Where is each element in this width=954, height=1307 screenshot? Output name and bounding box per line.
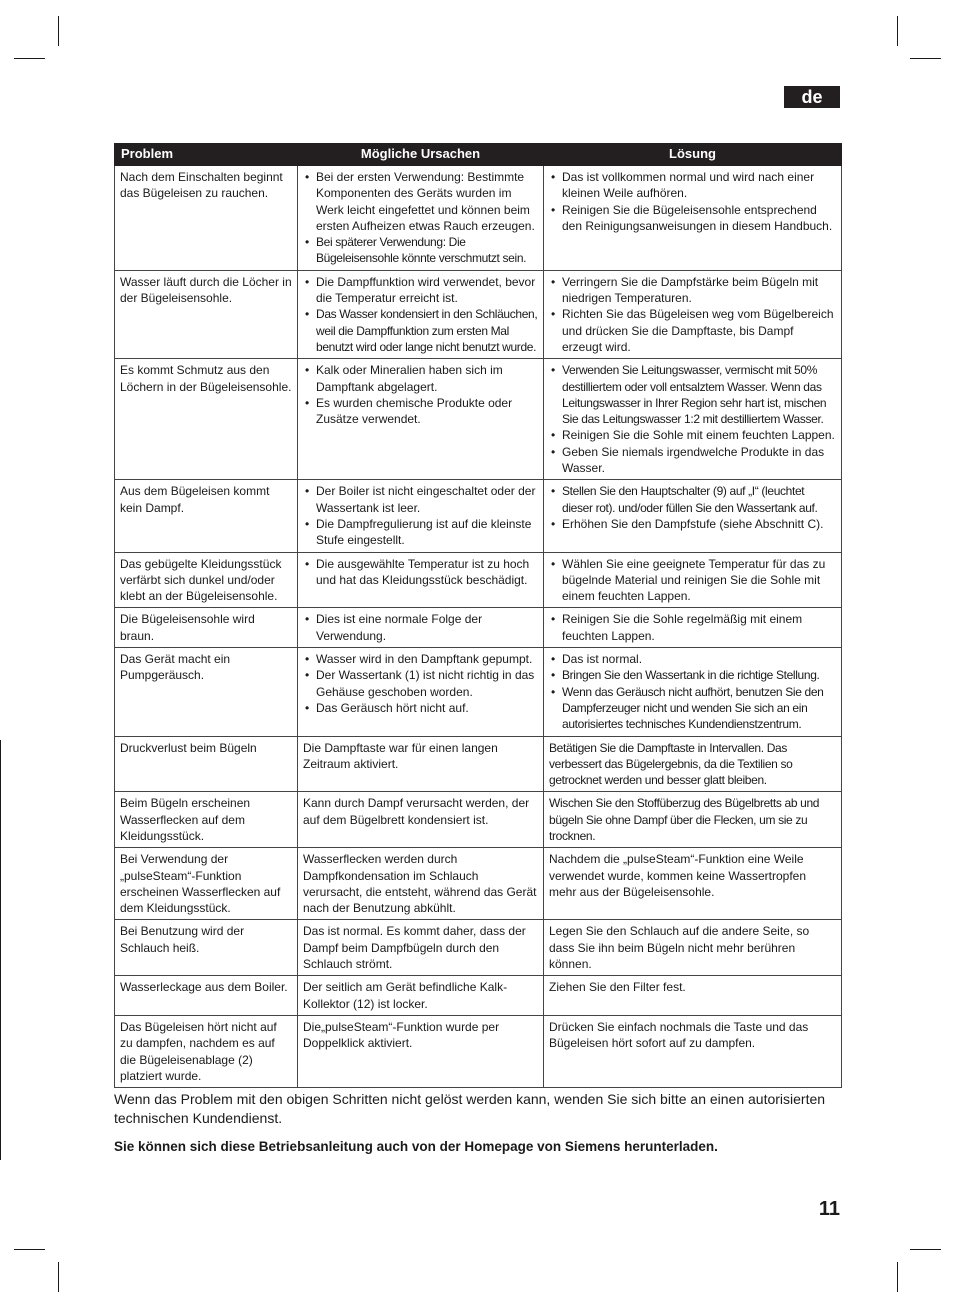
solution-item: • Das ist vollkommen normal und wird nach einer kleinen Weile aufhören.: [549, 169, 836, 202]
solution-cell: [544, 270, 842, 358]
cause-item: • Der Boiler ist nicht eingeschaltet oder der Wassertank ist leer.: [303, 483, 538, 516]
causes-cell: [298, 608, 544, 648]
crop-mark: [910, 1249, 941, 1250]
table-row: [115, 920, 842, 976]
cause-item: • Es wurden chemische Produkte oder Zusätze verwendet.: [303, 395, 538, 428]
problem-cell: Beim Bügeln erscheinen Wasserflecken auf dem Kleidungsstück.: [115, 792, 298, 848]
table-row: [115, 736, 842, 792]
causes-cell: Der seitlich am Gerät befindliche Kalk-Kollektor (12) ist locker.: [298, 976, 544, 1016]
table-row: [115, 1015, 842, 1087]
causes-cell: Die„pulseSteam“-Funktion wurde per Doppelklick aktiviert.: [298, 1015, 544, 1087]
solution-item: • Reinigen Sie die Sohle mit einem feuchten Lappen.: [549, 427, 836, 443]
solution-cell: Legen Sie den Schlauch auf die andere Seite, so dass Sie ihn beim Bügeln nicht mehr berühren können.: [544, 920, 842, 976]
solution-cell: Nachdem die „pulseSteam“-Funktion eine Weile verwendet wurde, kommen keine Wassertropfen mehr aus der Bügeleisensohle.: [544, 848, 842, 920]
solution-item: • Reinigen Sie die Bügeleisensohle entsprechend den Reinigungsanweisungen in diesem Handbuch.: [549, 202, 836, 235]
solution-item: • Wenn das Geräusch nicht aufhört, benutzen Sie den Dampferzeuger nicht und wenden Sie sich an ein autorisiertes technisches Kundendienstzentrum.: [549, 684, 836, 733]
cause-item: • Bei späterer Verwendung: Die Bügeleisensohle könnte verschmutzt sein.: [303, 234, 538, 267]
table-row: [115, 480, 842, 552]
problem-cell: Nach dem Einschalten beginnt das Bügeleisen zu rauchen.: [115, 166, 298, 271]
solution-cell: [544, 552, 842, 608]
solution-cell: [544, 166, 842, 271]
header-causes: Mögliche Ursachen: [298, 144, 544, 166]
causes-cell: [298, 648, 544, 736]
table-row: [115, 848, 842, 920]
causes-cell: [298, 552, 544, 608]
margin-rule: [0, 740, 1, 1160]
crop-mark: [58, 16, 59, 46]
table-row: [115, 359, 842, 480]
table-row: [115, 552, 842, 608]
causes-cell: [298, 166, 544, 271]
problem-cell: Wasser läuft durch die Löcher in der Bügeleisensohle.: [115, 270, 298, 358]
causes-cell: Kann durch Dampf verursacht werden, der auf dem Bügelbrett kondensiert ist.: [298, 792, 544, 848]
causes-cell: Das ist normal. Es kommt daher, dass der Dampf beim Dampfbügeln durch den Schlauch strömt.: [298, 920, 544, 976]
crop-mark: [58, 1262, 59, 1292]
causes-cell: [298, 270, 544, 358]
table-row: [115, 792, 842, 848]
solution-item: • Bringen Sie den Wassertank in die richtige Stellung.: [549, 667, 836, 683]
crop-mark: [14, 58, 45, 59]
table-row: [115, 270, 842, 358]
solution-item: • Erhöhen Sie den Dampfstufe (siehe Abschnitt C).: [549, 516, 836, 532]
solution-item: • Das ist normal.: [549, 651, 836, 667]
cause-item: • Kalk oder Mineralien haben sich im Dampftank abgelagert.: [303, 362, 538, 395]
cause-item: • Der Wassertank (1) ist nicht richtig in das Gehäuse geschoben worden.: [303, 667, 538, 700]
solution-item: • Richten Sie das Bügeleisen weg vom Bügelbereich und drücken Sie die Dampftaste, bis Dampf erzeugt wird.: [549, 306, 836, 355]
solution-item: • Verwenden Sie Leitungswasser, vermischt mit 50% destilliertem oder voll entsalztem Wasser. Wenn das Leitungswasser in Ihrer Region sehr hart ist, mischen Sie das Leitungswasser 1:2 mit destilliertem Wasser.: [549, 362, 836, 427]
crop-mark: [910, 58, 941, 59]
page-number: 11: [818, 1198, 840, 1220]
crop-mark: [897, 1262, 898, 1292]
solution-cell: [544, 648, 842, 736]
table-row: [115, 976, 842, 1016]
table-row: [115, 166, 842, 271]
solution-cell: [544, 359, 842, 480]
solution-item: • Stellen Sie den Hauptschalter (9) auf „I“ (leuchtet dieser rot). und/oder füllen Sie den Wassertank auf.: [549, 483, 836, 516]
cause-item: • Dies ist eine normale Folge der Verwendung.: [303, 611, 538, 644]
language-tab: de: [784, 86, 840, 108]
crop-mark: [14, 1249, 45, 1250]
header-solution: Lösung: [544, 144, 842, 166]
problem-cell: Das Bügeleisen hört nicht auf zu dampfen, nachdem es auf die Bügeleisenablage (2) platziert wurde.: [115, 1015, 298, 1087]
problem-cell: Es kommt Schmutz aus den Löchern in der Bügeleisensohle.: [115, 359, 298, 480]
problem-cell: Das gebügelte Kleidungsstück verfärbt sich dunkel und/oder klebt an der Bügeleisensohle.: [115, 552, 298, 608]
table-row: [115, 648, 842, 736]
causes-cell: Wasserflecken werden durch Dampfkondensation im Schlauch verursacht, die entsteht, während das Gerät nach der Benutzung abkühlt.: [298, 848, 544, 920]
solution-item: • Verringern Sie die Dampfstärke beim Bügeln mit niedrigen Temperaturen.: [549, 274, 836, 307]
problem-cell: Aus dem Bügeleisen kommt kein Dampf.: [115, 480, 298, 552]
cause-item: • Wasser wird in den Dampftank gepumpt.: [303, 651, 538, 667]
cause-item: • Die Dampffunktion wird verwendet, bevor die Temperatur erreicht ist.: [303, 274, 538, 307]
solution-item: • Reinigen Sie die Sohle regelmäßig mit einem feuchten Lappen.: [549, 611, 836, 644]
download-note: Sie können sich diese Betriebsanleitung auch von der Homepage von Siemens herunterladen.: [114, 1139, 718, 1154]
cause-item: • Das Wasser kondensiert in den Schläuchen, weil die Dampffunktion zum ersten Mal benutzt wird oder lange nicht benutzt wurde.: [303, 306, 538, 355]
solution-cell: Betätigen Sie die Dampftaste in Intervallen. Das verbessert das Bügelergebnis, da die Textilien so getrocknet werden und besser glatt bleiben.: [544, 736, 842, 792]
causes-cell: [298, 359, 544, 480]
problem-cell: Das Gerät macht ein Pumpgeräusch.: [115, 648, 298, 736]
problem-cell: Die Bügeleisensohle wird braun.: [115, 608, 298, 648]
cause-item: • Das Geräusch hört nicht auf.: [303, 700, 538, 716]
cause-item: • Bei der ersten Verwendung: Bestimmte Komponenten des Geräts wurden im Werk leicht eingefettet und können beim ersten Aufheizen etwas Rauch erzeugen.: [303, 169, 538, 234]
solution-cell: Ziehen Sie den Filter fest.: [544, 976, 842, 1016]
solution-cell: [544, 480, 842, 552]
header-problem: Problem: [115, 144, 298, 166]
solution-item: • Wählen Sie eine geeignete Temperatur für das zu bügelnde Material und reinigen Sie die Sohle mit einem feuchten Lappen.: [549, 556, 836, 605]
solution-cell: Drücken Sie einfach nochmals die Taste und das Bügeleisen hört sofort auf zu dampfen.: [544, 1015, 842, 1087]
causes-cell: [298, 480, 544, 552]
solution-cell: [544, 608, 842, 648]
footnote: Wenn das Problem mit den obigen Schritten nicht gelöst werden kann, wenden Sie sich bitte an einen autorisierten technischen Kundendienst.: [114, 1091, 826, 1126]
problem-cell: Druckverlust beim Bügeln: [115, 736, 298, 792]
problem-cell: Wasserleckage aus dem Boiler.: [115, 976, 298, 1016]
causes-cell: Die Dampftaste war für einen langen Zeitraum aktiviert.: [298, 736, 544, 792]
cause-item: • Die ausgewählte Temperatur ist zu hoch und hat das Kleidungsstück beschädigt.: [303, 556, 538, 589]
solution-item: • Geben Sie niemals irgendwelche Produkte in das Wasser.: [549, 444, 836, 477]
table-header-row: [115, 144, 842, 166]
crop-mark: [897, 16, 898, 46]
cause-item: • Die Dampfregulierung ist auf die kleinste Stufe eingestellt.: [303, 516, 538, 549]
problem-cell: Bei Verwendung der „pulseSteam“-Funktion erscheinen Wasserflecken auf dem Kleidungsstück.: [115, 848, 298, 920]
table-row: [115, 608, 842, 648]
problem-cell: Bei Benutzung wird der Schlauch heiß.: [115, 920, 298, 976]
troubleshooting-table: [114, 143, 842, 1088]
solution-cell: Wischen Sie den Stoffüberzug des Bügelbretts ab und bügeln Sie ohne Dampf über die Flecken, um sie zu trocknen.: [544, 792, 842, 848]
